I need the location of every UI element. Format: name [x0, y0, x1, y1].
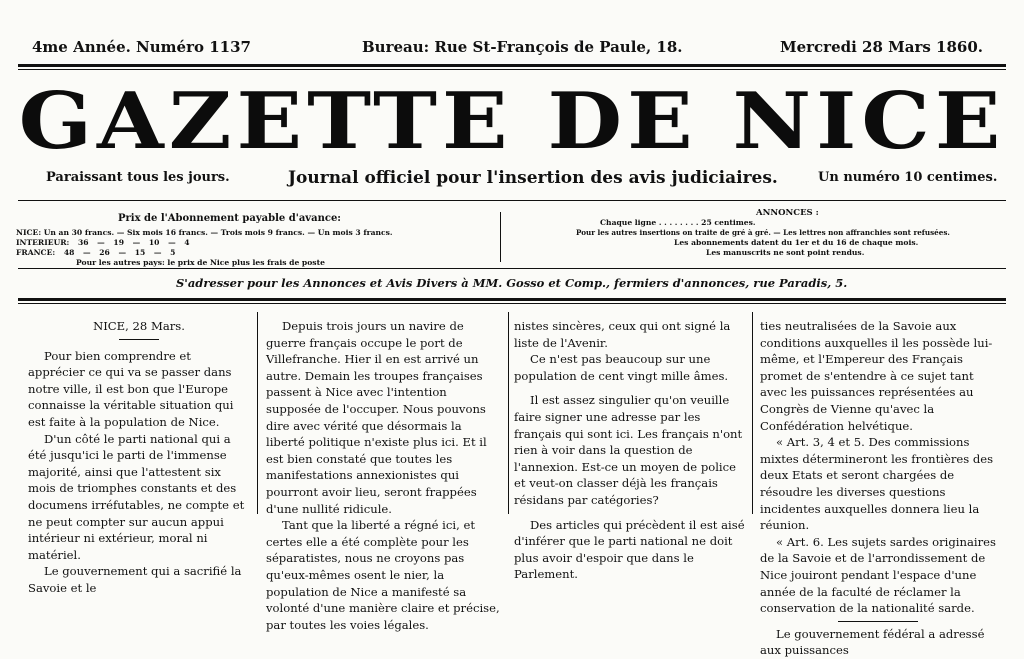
article-paragraph: Le gouvernement qui a sacrifié la Savoie et le: [28, 564, 242, 595]
subscription-other-countries: Pour les autres pays: le prix de Nice plus les frais de poste: [76, 258, 325, 267]
masthead-title: GAZETTE DE NICE: [18, 76, 1006, 167]
article-paragraph: ties neutralisées de la Savoie aux conditions auxquelles il les possède lui-même, et l'Empereur des Français promet de s'entendre à ce sujet tant avec les puissances représentées au Congrès de Vienne qu'avec la Confédération helvétique.: [760, 319, 993, 433]
article-paragraph: « Art. 6. Les sujets sardes originaires de la Savoie et de l'arrondissement de Nice jouiront pendant l'espace d'une année de la faculté de réclamer la conservation de la nationalité sarde.: [760, 534, 996, 616]
body-thin-rule: [18, 303, 1006, 304]
article-dateline: NICE, 28 Mars.: [93, 319, 185, 333]
article-column-4: [760, 318, 996, 659]
article-paragraph: « Art. 3, 4 et 5. Des commissions mixtes détermineront les frontières des deux Etats et seront chargées de résoudre les diverses questions incidentes auxquelles donnera lieu la réunion.: [760, 435, 994, 533]
paragraph-separator: [514, 509, 746, 517]
article-paragraph: Des articles qui précèdent il est aisé d'inférer que le parti national ne doit plus avoir d'espoir que dans le Parlement.: [514, 517, 745, 582]
body-double-rule: [18, 298, 1006, 301]
price-note: Un numéro 10 centimes.: [818, 170, 998, 185]
announces-line-1: Chaque ligne . . . . . . . . 25 centimes.: [600, 218, 756, 227]
announces-line-3: Les abonnements datent du 1er et du 16 de chaque mois.: [674, 238, 919, 247]
announces-line-2: Pour les autres insertions on traite de gré à gré. — Les lettres non affranchies sont refusées.: [576, 228, 950, 237]
issue-date: Mercredi 28 Mars 1860.: [780, 38, 983, 56]
address-top-rule: [18, 268, 1006, 269]
frequency-note: Paraissant tous les jours.: [46, 170, 230, 185]
article-paragraph: D'un côté le parti national qui a été jusqu'ici le parti de l'immense majorité, ainsi que l'attestent six mois de triomphes constants et des documens irréfutables, ne compte et ne peut compter sur aucun appui intérieur ni extérieur, moral ni matériel.: [28, 431, 245, 562]
bureau-address: Bureau: Rue St-François de Paule, 18.: [362, 38, 683, 56]
article-paragraph: Tant que la liberté a régné ici, et certes elle a été complète pour les séparatistes, nous ne croyons pas qu'eux-mêmes osent le nier, la population de Nice a manifesté sa volonté d'une manière claire et précise, par toutes les voies légales.: [266, 518, 500, 632]
article-paragraph: Pour bien comprendre et apprécier ce qui va se passer dans notre ville, il est bon que l'Europe connaisse la véritable situation qui est faite à la population de Nice.: [28, 348, 234, 429]
top-double-rule: [18, 64, 1006, 67]
article-column-1: [28, 318, 250, 597]
column-divider-2: [508, 312, 509, 514]
announces-title: ANNONCES :: [756, 208, 819, 218]
column-divider-3: [752, 312, 753, 514]
subscription-row-interieur: INTERIEUR: 36 — 19 — 10 — 4: [16, 238, 190, 247]
article-paragraph: Ce n'est pas beaucoup sur une population de cent vingt mille âmes.: [514, 352, 729, 383]
article-column-3: [514, 318, 746, 583]
article-paragraph: Il est assez singulier qu'on veuille faire signer une adresse par les français qui sont ici. Les français n'ont rien à voir dans la question de l'annexion. Est-ce un moyen de police et veut-on classer déjà les français résidans par catégories?: [514, 393, 743, 507]
article-paragraph: Depuis trois jours un navire de guerre français occupe le port de Villefranche. Hier il en est arrivé un autre. Demain les troupes françaises passent à Nice avec l'intention supposée de l'occuper. Nous pouvons dire avec vérité que désormais la liberté politique n'existe plus ici. Et il est bien constaté que toutes les manifestations annexionistes qui pourront avoir lieu, seront frappées d'une nullité ridicule.: [266, 319, 487, 516]
top-thin-rule: [18, 69, 1006, 70]
article-paragraph: nistes sincères, ceux qui ont signé la liste de l'Avenir.: [514, 319, 731, 350]
header-column-divider: [500, 212, 501, 262]
journal-description: Journal officiel pour l'insertion des avis judiciaires.: [288, 168, 778, 188]
article-paragraph: Le gouvernement fédéral a adressé aux puissances: [760, 626, 985, 658]
paragraph-separator: [514, 384, 746, 392]
subscription-row-france: FRANCE: 48 — 26 — 15 — 5: [16, 248, 176, 257]
article-column-2: [266, 318, 502, 633]
announces-line-4: Les manuscrits ne sont point rendus.: [706, 248, 865, 257]
subscription-title: Prix de l'Abonnement payable d'avance:: [118, 213, 341, 224]
advertising-address: S'adresser pour les Annonces et Avis Divers à MM. Gosso et Comp., fermiers d'annonces, rue Paradis, 5.: [176, 276, 848, 290]
subscription-row-nice: NICE: Un an 30 francs. — Six mois 16 francs. — Trois mois 9 francs. — Un mois 3 francs.: [16, 228, 393, 237]
section-rule: [838, 621, 918, 622]
section-underline: [119, 339, 159, 340]
issue-number: 4me Année. Numéro 1137: [32, 38, 251, 56]
subheader-rule: [18, 200, 1006, 201]
column-divider-1: [257, 312, 258, 514]
